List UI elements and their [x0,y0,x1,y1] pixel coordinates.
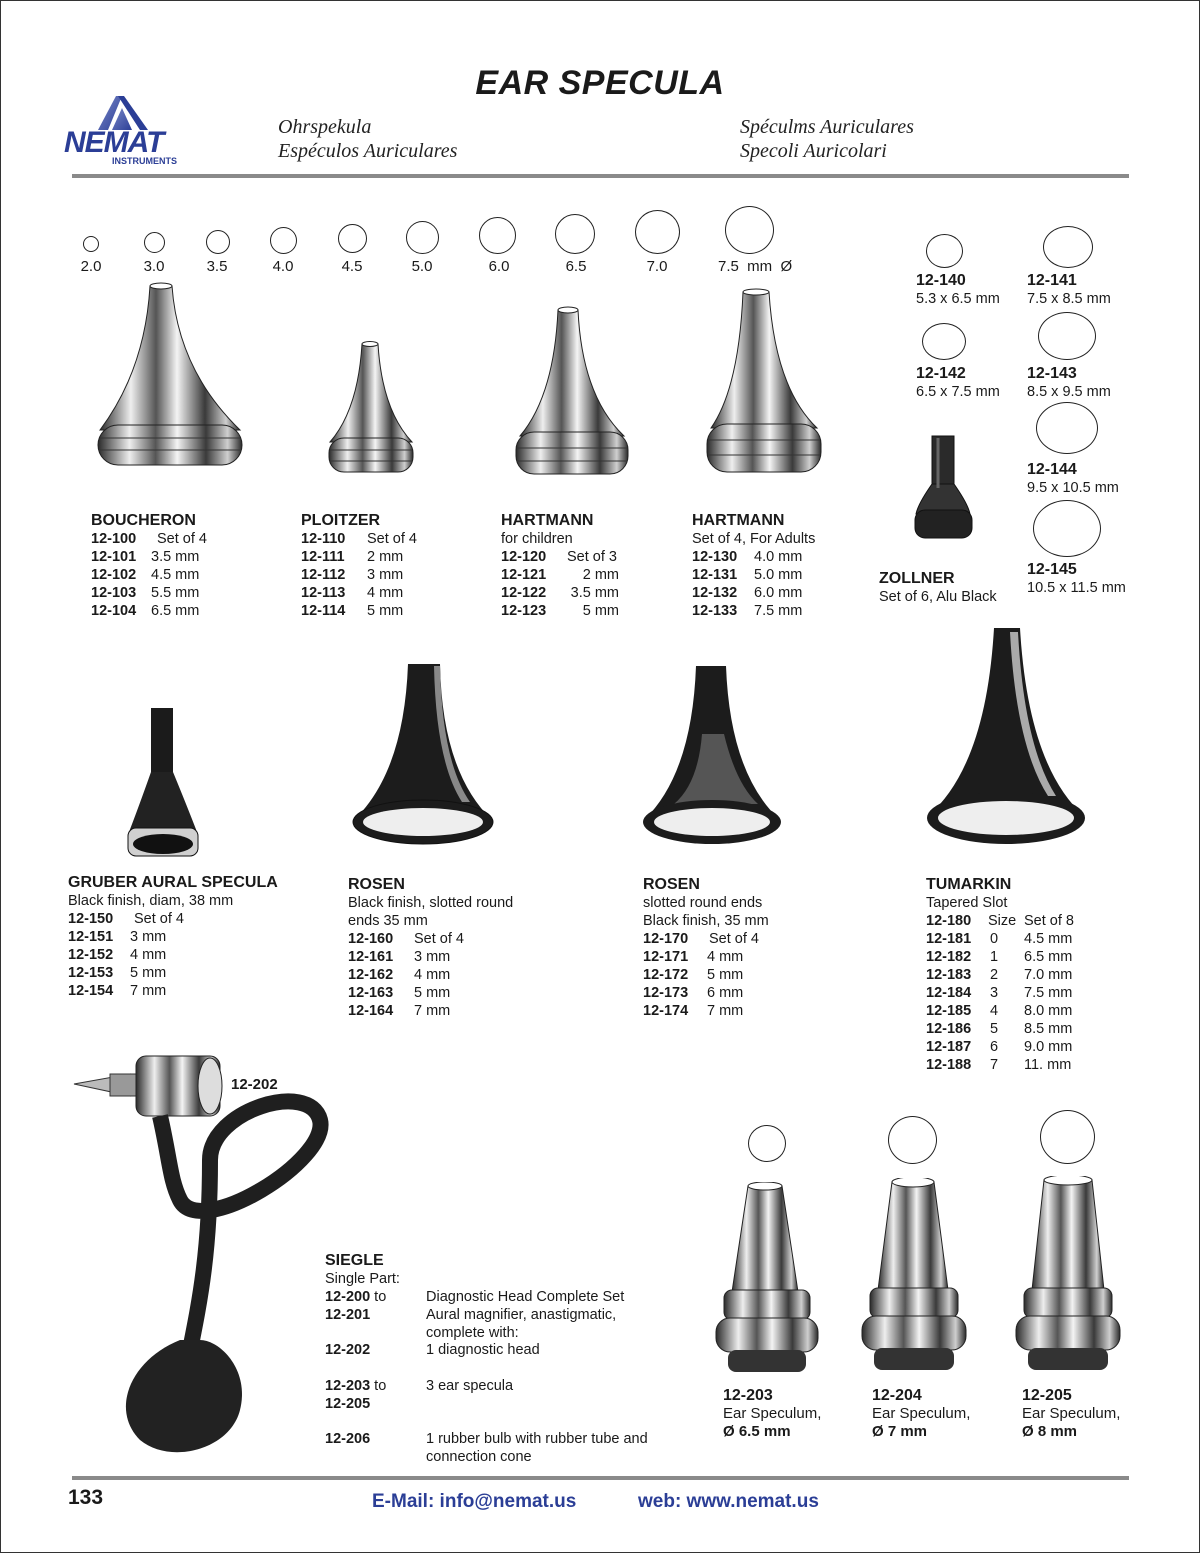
size-label: 2.0 [80,258,102,275]
rosen-170-block: ROSEN slotted round ends Black finish, 35 mm 12-170 Set of 4 12-171 4 mm 12-172 5 mm 12-173 6 mm 12-174 7 mm [643,876,769,1019]
oval-item: 12-145 10.5 x 11.5 mm [1027,561,1126,596]
size-label: 4.5 [341,258,363,275]
speculum-205-illustration [1012,1176,1124,1378]
speculum-203-block: 12-203 Ear Speculum, Ø 6.5 mm [723,1387,822,1440]
boucheron-illustration [90,280,250,480]
gruber-block: GRUBER AURAL SPECULA Black finish, diam, 38 mm 12-150 Set of 4 12-151 3 mm 12-152 4 mm 12-153 5 mm 12-154 7 mm [68,874,278,999]
email-link[interactable]: E-Mail: info@nemat.us [372,1491,577,1512]
siegle-desc: 1 diagnostic head [426,1342,540,1358]
lang-left [278,115,457,163]
logo-wordmark: NEMAT [64,126,164,159]
speculum-203-illustration [712,1182,822,1378]
hartmann-children-illustration [512,306,632,478]
ploitzer-block: PLOITZER 12-110 Set of 4 12-111 2 mm 12-112 3 mm 12-113 4 mm 12-114 5 mm [301,512,417,619]
product-name: SIEGLE [325,1252,384,1269]
oval-item: 12-140 5.3 x 6.5 mm [916,272,1000,307]
speculum-size-circle [888,1116,937,1164]
size-circle [635,210,680,254]
web-link[interactable]: web: www.nemat.us [638,1491,819,1512]
size-circle [270,227,297,254]
size-circle [144,232,165,253]
lang-spanish: Espéculos Auriculares [278,140,458,162]
size-circle [555,214,595,254]
oval-item: 12-144 9.5 x 10.5 mm [1027,461,1119,496]
lang-german: Ohrspekula [278,116,372,138]
oval-size [1038,312,1096,360]
rosen-160-illustration [350,662,496,848]
product-name: ROSEN [643,876,700,893]
speculum-205-block: 12-205 Ear Speculum, Ø 8 mm [1022,1387,1121,1440]
product-name: HARTMANN [501,512,594,529]
lang-right [740,115,914,163]
lang-italian: Specoli Auricolari [740,140,887,162]
siegle-desc: 3 ear specula [426,1378,514,1394]
tumarkin-block: TUMARKIN Tapered Slot 12-180 Size Set of 8 12-181 0 4.5 mm 12-182 1 6.5 mm 12-183 2 7.0 mm 12-184 3 7.5 mm 12-185 4 8.0 mm 12-186 5 8.5 mm 12-187 6 9.0 mm 12-188 7 11. mm [926,876,1074,1073]
ploitzer-illustration [326,340,416,480]
size-circle [479,217,516,254]
product-name: GRUBER AURAL SPECULA [68,874,278,891]
size-circle [406,221,439,254]
tumarkin-illustration [924,626,1088,848]
size-circle [725,206,774,254]
nemat-logo [62,94,192,166]
size-label: 6.5 [565,258,587,275]
size-label: 6.0 [488,258,510,275]
product-name: ZOLLNER [879,570,955,587]
siegle-block: SIEGLE Single Part: [325,1252,685,1288]
lang-french: Spéculms Auriculares [740,116,914,138]
header-rule [72,174,1129,178]
rosen-160-block: ROSEN Black finish, slotted round ends 35 mm 12-160 Set of 4 12-161 3 mm 12-162 4 mm 12-163 5 mm 12-164 7 mm [348,876,514,1019]
speculum-204-block: 12-204 Ear Speculum, Ø 7 mm [872,1387,971,1440]
size-label: 7.0 [646,258,668,275]
footer-rule [72,1476,1129,1480]
oval-size [922,323,966,360]
siegle-row: 12-206 [325,1431,371,1447]
gruber-illustration [125,706,201,860]
size-label: 3.5 [206,258,228,275]
oval-item: 12-143 8.5 x 9.5 mm [1027,365,1111,400]
product-name: TUMARKIN [926,876,1012,893]
oval-size [1043,226,1093,268]
siegle-illustration [70,1050,340,1460]
hartmann-adults-illustration [703,288,825,478]
siegle-callout: 12-202 [231,1076,278,1093]
oval-size [1036,402,1098,454]
size-label: 5.0 [411,258,433,275]
logo-subtext: INSTRUMENTS [112,156,177,166]
size-circle [83,236,99,252]
product-name: BOUCHERON [91,512,196,529]
siegle-row: 12-203 to 12-205 [325,1378,387,1412]
size-label: 3.0 [143,258,165,275]
speculum-size-circle [748,1125,786,1162]
speculum-size-circle [1040,1110,1095,1164]
siegle-desc: Aural magnifier, anastigmatic, complete with: [426,1307,617,1341]
siegle-desc: Diagnostic Head Complete Set [426,1289,625,1305]
oval-item: 12-142 6.5 x 7.5 mm [916,365,1000,400]
size-label: 7.5 mm Ø [718,258,793,275]
product-name: HARTMANN [692,512,785,529]
speculum-204-illustration [858,1178,970,1378]
zollner-illustration [912,434,976,542]
hartmann-adults-block: HARTMANN Set of 4, For Adults 12-130 4.0 mm 12-131 5.0 mm 12-132 6.0 mm 12-133 7.5 mm [692,512,816,619]
size-circle [206,230,230,254]
hartmann-children-block: HARTMANN for children 12-120 Set of 3 12-121 2 mm 12-122 3.5 mm 12-123 5 mm [501,512,619,619]
siegle-row: 12-201 [325,1307,371,1323]
oval-item: 12-141 7.5 x 8.5 mm [1027,272,1111,307]
siegle-desc: 1 rubber bulb with rubber tube and connection cone [426,1431,648,1465]
oval-size [926,234,963,268]
oval-size [1033,500,1101,557]
product-name: ROSEN [348,876,405,893]
size-label: 4.0 [272,258,294,275]
rosen-170-illustration [640,664,786,848]
siegle-row: 12-202 [325,1342,371,1358]
page-title: EAR SPECULA [475,64,725,102]
product-name: PLOITZER [301,512,381,529]
page-number: 133 [68,1486,104,1509]
boucheron-block: BOUCHERON 12-100 Set of 4 12-101 3.5 mm 12-102 4.5 mm 12-103 5.5 mm 12-104 6.5 mm [91,512,207,619]
zollner-block: ZOLLNER Set of 6, Alu Black [879,570,997,605]
siegle-row: 12-200 to [325,1289,387,1305]
size-circle [338,224,367,253]
